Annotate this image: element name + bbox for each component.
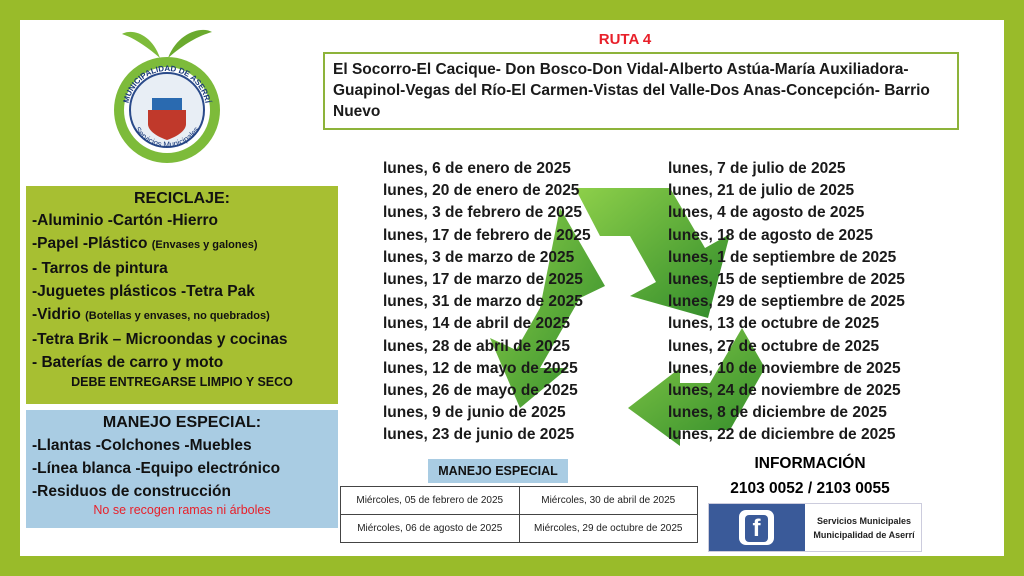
collection-date: lunes, 8 de diciembre de 2025: [668, 404, 887, 422]
recycling-item: -Juguetes plásticos -Tetra Pak: [32, 283, 255, 300]
logo-arc-text: MUNICIPALIDAD DE ASERRÍ: [121, 63, 213, 104]
recycling-item: -Aluminio -Cartón -Hierro: [32, 212, 218, 229]
recycling-item: - Tarros de pintura: [32, 260, 168, 277]
facebook-tile: [709, 504, 805, 551]
special-schedule-date: Miércoles, 06 de agosto de 2025: [341, 515, 520, 543]
collection-date: lunes, 26 de mayo de 2025: [383, 381, 578, 399]
collection-date: lunes, 22 de diciembre de 2025: [668, 426, 896, 444]
special-schedule-date: Miércoles, 05 de febrero de 2025: [341, 487, 520, 515]
special-schedule-label: MANEJO ESPECIAL: [428, 459, 568, 483]
collection-date: lunes, 27 de octubre de 2025: [668, 337, 880, 355]
collection-date: lunes, 3 de marzo de 2025: [383, 248, 575, 266]
collection-date: lunes, 3 de febrero de 2025: [383, 204, 583, 222]
special-handling-item: -Llantas -Colchones -Muebles: [32, 437, 252, 454]
facebook-page-name: Servicios Municipales Municipalidad de Aserrí: [813, 516, 915, 540]
facebook-card[interactable]: [708, 503, 922, 552]
collection-date: lunes, 7 de julio de 2025: [668, 160, 846, 177]
collection-date: lunes, 10 de noviembre de 2025: [668, 359, 901, 377]
special-schedule-table: [340, 486, 698, 543]
recycling-title: RECICLAJE:: [133, 190, 230, 207]
special-handling-item: -Residuos de construcción: [32, 483, 231, 500]
municipality-logo: [92, 24, 242, 164]
special-handling-item: -Línea blanca -Equipo electrónico: [32, 460, 281, 477]
recycling-item: -Tetra Brik – Microondas y cocinas: [32, 331, 288, 348]
collection-date: lunes, 9 de junio de 2025: [383, 404, 566, 422]
collection-date: lunes, 15 de septiembre de 2025: [668, 270, 905, 288]
collection-date: lunes, 6 de enero de 2025: [383, 160, 571, 177]
recycling-panel: [26, 186, 338, 404]
facebook-icon[interactable]: f: [739, 510, 774, 545]
collection-date: lunes, 21 de julio de 2025: [668, 182, 855, 200]
collection-date: lunes, 14 de abril de 2025: [383, 315, 570, 333]
recycling-item: - Baterías de carro y moto: [32, 354, 224, 371]
special-handling-note: No se recogen ramas ni árboles: [93, 503, 271, 517]
collection-date: lunes, 31 de marzo de 2025: [383, 293, 583, 311]
collection-date: lunes, 17 de marzo de 2025: [383, 270, 583, 288]
collection-date: lunes, 1 de septiembre de 2025: [668, 248, 897, 266]
route-areas: El Socorro-El Cacique- Don Bosco-Don Vidal-Alberto Astúa-María Auxiliadora-Guapinol-Vegas del Río-El Carmen-Vistas del Valle-Dos Anas-Concepción- Barrio Nuevo: [323, 52, 959, 130]
logo-bottom-text: Servicios Municipales: [132, 125, 202, 150]
recycling-footer: DEBE ENTREGARSE LIMPIO Y SECO: [71, 375, 293, 389]
special-schedule-date: Miércoles, 29 de octubre de 2025: [519, 515, 698, 543]
collection-date: lunes, 20 de enero de 2025: [383, 182, 580, 200]
collection-date: lunes, 12 de mayo de 2025: [383, 359, 578, 377]
recycling-item: -Vidrio (Botellas y envases, no quebrados): [32, 306, 270, 323]
special-handling-title: MANEJO ESPECIAL:: [102, 414, 262, 431]
collection-date: lunes, 29 de septiembre de 2025: [668, 293, 905, 311]
collection-dates-first-half: [383, 158, 591, 446]
collection-date: lunes, 4 de agosto de 2025: [668, 204, 865, 222]
special-schedule-date: Miércoles, 30 de abril de 2025: [519, 487, 698, 515]
special-handling-panel: [26, 410, 338, 528]
collection-date: lunes, 13 de octubre de 2025: [668, 315, 880, 333]
collection-date: lunes, 23 de junio de 2025: [383, 426, 575, 444]
collection-date: lunes, 28 de abril de 2025: [383, 337, 570, 355]
collection-date: lunes, 24 de noviembre de 2025: [668, 381, 901, 399]
collection-date: lunes, 18 de agosto de 2025: [668, 226, 874, 244]
collection-dates-second-half: [668, 158, 905, 446]
recycling-item: -Papel -Plástico (Envases y galones): [32, 235, 258, 252]
info-title: INFORMACIÓN: [754, 455, 866, 472]
route-title: RUTA 4: [598, 31, 652, 48]
collection-date: lunes, 17 de febrero de 2025: [383, 226, 591, 244]
info-phones: 2103 0052 / 2103 0055: [730, 480, 890, 497]
